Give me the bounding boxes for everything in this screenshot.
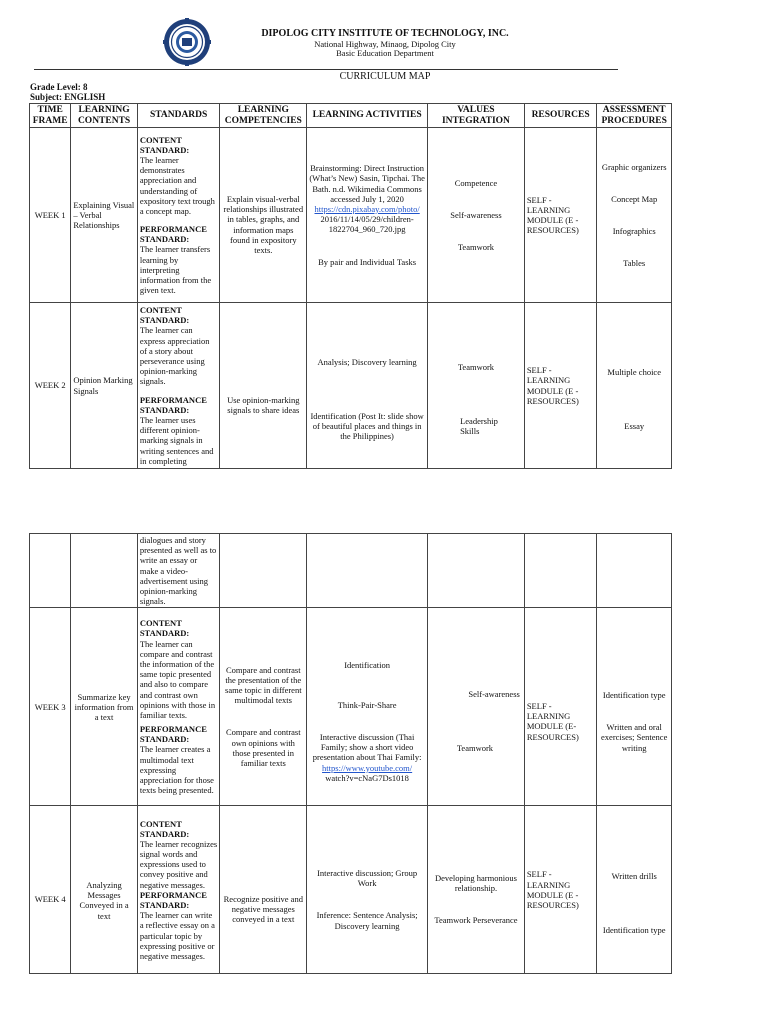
activity-text: Identification bbox=[344, 659, 390, 670]
resources-cell bbox=[524, 534, 597, 608]
table-row-week-2-continued bbox=[30, 534, 672, 608]
activity-text: Think-Pair-Share bbox=[337, 699, 397, 710]
time-frame-cell bbox=[30, 534, 71, 608]
col-header-learning-contents: LEARNING CONTENTS bbox=[71, 104, 138, 128]
standards-cell bbox=[137, 303, 220, 469]
time-frame-cell: WEEK 1 bbox=[30, 128, 71, 303]
performance-standard-label: PERFORMANCE STANDARD: bbox=[139, 224, 207, 245]
table-row-week-3 bbox=[30, 608, 672, 806]
activities-cell bbox=[307, 806, 428, 974]
assessment-item: Written drills bbox=[611, 871, 657, 882]
curriculum-table-part-1 bbox=[29, 103, 672, 469]
performance-standard-text: The learner uses different opinion-marking signals in writing sentences and in completing bbox=[139, 414, 214, 466]
content-standard-label: CONTENT STANDARD: bbox=[139, 305, 190, 326]
values-cell bbox=[428, 534, 525, 608]
activity-text: Identification (Post It: slide show of beautiful places and things in the Philippines) bbox=[310, 410, 424, 442]
activity-text: Inference: Sentence Analysis; Discovery learning bbox=[316, 910, 418, 931]
assessment-item: Concept Map bbox=[611, 193, 658, 204]
col-header-time-frame: TIME FRAME bbox=[30, 104, 71, 128]
document-title: CURRICULUM MAP bbox=[339, 71, 431, 82]
content-standard-text: The learner recognizes signal words and expressions used to convey positive and negative messages. bbox=[139, 838, 218, 890]
content-standard-text: The learner can express appreciation of a story about perseverance using opinion-marking signals. bbox=[139, 325, 210, 387]
subject-label: Subject: ENGLISH bbox=[30, 92, 106, 102]
assessment-cell bbox=[597, 534, 672, 608]
school-header bbox=[240, 28, 530, 59]
grade-level: Grade Level: 8 bbox=[30, 82, 88, 92]
table-row-week-4 bbox=[30, 806, 672, 974]
activities-cell bbox=[307, 534, 428, 608]
department-name: Basic Education Department bbox=[336, 48, 434, 59]
activity-text: Interactive discussion (Thai Family; show a short video presentation about Thai Family: bbox=[312, 732, 422, 763]
content-standard-text: The learner demonstrates appreciation and understanding of expository text trough a concept map. bbox=[139, 154, 215, 216]
school-name: DIPOLOG CITY INSTITUTE OF TECHNOLOGY, INC. bbox=[261, 28, 509, 39]
values-cell bbox=[428, 806, 525, 974]
col-header-values-integration: VALUES INTEGRATION bbox=[428, 104, 525, 128]
activity-link[interactable]: https://cdn.pixabay.com/photo/ bbox=[314, 204, 420, 214]
time-frame-cell: WEEK 4 bbox=[30, 806, 71, 974]
activity-text: By pair and Individual Tasks bbox=[318, 256, 417, 267]
activities-cell bbox=[307, 128, 428, 303]
table-row-week-2 bbox=[30, 303, 672, 469]
content-standard-text: The learner can compare and contrast the information of the same topic presented and also to compare and contrast own opinions with those in familiar texts. bbox=[139, 638, 216, 720]
value-item: Leadership Skills bbox=[460, 415, 498, 437]
assessment-item: Tables bbox=[623, 258, 646, 269]
activities-cell bbox=[307, 303, 428, 469]
values-cell bbox=[428, 608, 525, 806]
activity-text: Analysis; Discovery learning bbox=[317, 356, 417, 367]
time-frame-cell: WEEK 3 bbox=[30, 608, 71, 806]
content-standard-label: CONTENT STANDARD: bbox=[139, 134, 190, 155]
standards-cell bbox=[137, 608, 220, 806]
assessment-cell bbox=[597, 128, 672, 303]
table-header-row bbox=[30, 104, 672, 128]
competency-text: Compare and contrast own opinions with those presented in familiar texts bbox=[226, 727, 301, 768]
value-item: Competence bbox=[454, 177, 498, 188]
assessment-cell bbox=[597, 806, 672, 974]
performance-standard-text: The learner can write a reflective essay on a particular topic by expressing positive or negative messages. bbox=[139, 910, 215, 961]
resources-cell: SELF - LEARNING MODULE (E - RESOURCES) bbox=[524, 806, 597, 974]
standards-cell bbox=[137, 806, 220, 974]
activity-link-rest: watch?v=cNaG7Ds1018 bbox=[325, 772, 409, 783]
performance-standard-text: The learner creates a multimodal text expressing appreciation for those texts being presented. bbox=[139, 744, 214, 796]
value-item: Self-awareness bbox=[450, 209, 502, 220]
assessment-cell bbox=[597, 608, 672, 806]
standards-cell: dialogues and story presented as well as to write an essay or make a video-advertisement using opinion-marking signals. bbox=[137, 534, 220, 608]
resources-cell: SELF - LEARNING MODULE (E - RESOURCES) bbox=[524, 303, 597, 469]
col-header-learning-competencies: LEARNING COMPETENCIES bbox=[220, 104, 307, 128]
content-standard-label: CONTENT STANDARD: bbox=[139, 818, 190, 839]
assessment-item: Essay bbox=[624, 421, 645, 431]
activity-text: Brainstorming: Direct Instruction (What’s New) Sasin, Tipchai. The Bath. n.d. Wikimedia Commons accessed July 1, 2020 bbox=[309, 163, 425, 204]
competency-cell bbox=[220, 534, 307, 608]
value-item: Developing harmonious relationship. bbox=[434, 873, 517, 894]
col-header-standards: STANDARDS bbox=[137, 104, 220, 128]
learning-content-cell: Explaining Visual – Verbal Relationships bbox=[71, 128, 138, 303]
competency-cell: Use opinion-marking signals to share ideas bbox=[220, 303, 307, 469]
content-standard-label: CONTENT STANDARD: bbox=[139, 618, 190, 639]
assessment-item: Infographics bbox=[612, 226, 656, 236]
col-header-assessment-procedures: ASSESSMENT PROCEDURES bbox=[597, 104, 672, 128]
school-address: National Highway, Minaog, Dipolog City bbox=[314, 38, 456, 49]
performance-standard-label: PERFORMANCE STANDARD: bbox=[139, 724, 207, 745]
activity-link-rest: 2016/11/14/05/29/children-1822704_960_720.jpg bbox=[320, 214, 414, 235]
activity-text: Interactive discussion; Group Work bbox=[317, 867, 418, 889]
table-row-week-1 bbox=[30, 128, 672, 303]
assessment-cell bbox=[597, 303, 672, 469]
performance-standard-label: PERFORMANCE STANDARD: bbox=[139, 889, 207, 910]
performance-standard-text: The learner transfers learning by interpreting information from the given text. bbox=[139, 244, 212, 296]
header-divider bbox=[34, 69, 618, 70]
col-header-resources: RESOURCES bbox=[524, 104, 597, 128]
activities-cell bbox=[307, 608, 428, 806]
assessment-item: Written and oral exercises; Sentence writing bbox=[601, 722, 668, 753]
learning-content-cell: Opinion Marking Signals bbox=[71, 303, 138, 469]
learning-content-cell: Analyzing Messages Conveyed in a text bbox=[71, 806, 138, 974]
value-item: Teamwork bbox=[457, 242, 495, 253]
learning-content-cell: Summarize key information from a text bbox=[71, 608, 138, 806]
resources-cell: SELF - LEARNING MODULE (E-RESOURCES) bbox=[524, 608, 597, 806]
school-seal-logo bbox=[163, 18, 211, 66]
competency-text: Compare and contrast the presentation of the same topic in different multimodal texts bbox=[225, 664, 302, 706]
standards-cell bbox=[137, 128, 220, 303]
assessment-item: Identification type bbox=[602, 925, 666, 936]
assessment-item: Multiple choice bbox=[607, 366, 661, 377]
performance-standard-label: PERFORMANCE STANDARD: bbox=[139, 394, 207, 415]
competency-cell bbox=[220, 608, 307, 806]
value-item: Teamwork bbox=[456, 743, 494, 754]
value-item: Self-awareness bbox=[468, 689, 520, 700]
values-cell bbox=[428, 128, 525, 303]
resources-cell: SELF - LEARNING MODULE (E - RESOURCES) bbox=[524, 128, 597, 303]
time-frame-cell: WEEK 2 bbox=[30, 303, 71, 469]
curriculum-table-part-2 bbox=[29, 533, 672, 974]
activity-link[interactable]: https://www.youtube.com/ bbox=[322, 762, 413, 773]
col-header-learning-activities: LEARNING ACTIVITIES bbox=[307, 104, 428, 128]
assessment-item: Graphic organizers bbox=[601, 161, 667, 172]
competency-cell: Recognize positive and negative messages conveyed in a text bbox=[220, 806, 307, 974]
assessment-item: Identification type bbox=[602, 689, 666, 700]
competency-cell: Explain visual-verbal relationships illustrated in tables, graphs, and information maps found in expository texts. bbox=[220, 128, 307, 303]
learning-content-cell bbox=[71, 534, 138, 608]
value-item: Teamwork bbox=[457, 361, 495, 372]
values-cell bbox=[428, 303, 525, 469]
value-item: Teamwork Perseverance bbox=[434, 915, 518, 926]
